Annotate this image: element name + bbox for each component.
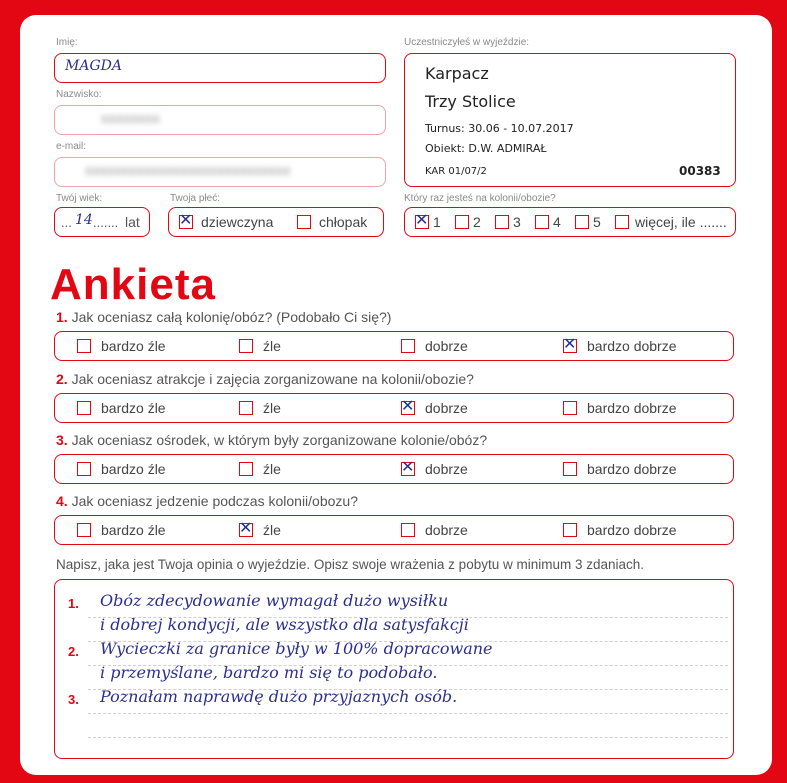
opinion-line-2: i dobrej kondycji, ale wszystko dla satysfakcji: [100, 615, 469, 634]
rating-checkbox[interactable]: [401, 523, 415, 537]
trip-code: KAR 01/07/2: [425, 166, 487, 177]
first-name-value: MAGDA: [65, 58, 122, 74]
survey-sheet: [20, 15, 772, 775]
rating-label: źle: [263, 400, 281, 416]
rating-checkbox[interactable]: [401, 401, 415, 415]
writing-line: [88, 737, 728, 738]
last-name-value: XXXXXXXX: [101, 114, 160, 126]
opinion-number-1: 1.: [68, 596, 79, 611]
opinion-number-2: 2.: [68, 644, 79, 659]
time-4-label: 4: [553, 214, 561, 230]
rating-label: bardzo źle: [101, 522, 166, 538]
rating-label: bardzo źle: [101, 461, 166, 477]
time-more-checkbox[interactable]: [615, 215, 629, 229]
rating-checkbox[interactable]: [239, 339, 253, 353]
gender-label: Twoja płeć:: [170, 193, 221, 204]
time-3-label: 3: [513, 214, 521, 230]
gender-boy-label: chłopak: [319, 214, 368, 230]
trip-label: Uczestniczyłeś w wyjeździe:: [404, 37, 530, 48]
rating-checkbox[interactable]: [239, 401, 253, 415]
rating-label: dobrze: [425, 338, 468, 354]
trip-turnus: Turnus: 30.06 - 10.07.2017: [425, 122, 574, 135]
trip-name: Trzy Stolice: [425, 92, 516, 111]
opinion-line-3: Wycieczki za granice były w 100% dopracowane: [100, 639, 493, 658]
rating-label: źle: [263, 338, 281, 354]
question-label: Jak oceniasz ośrodek, w którym były zorganizowane kolonie/obóz?: [71, 432, 488, 448]
trip-card: [404, 53, 736, 187]
rating-checkbox[interactable]: [401, 339, 415, 353]
which-time-label: Który raz jesteś na kolonii/obozie?: [404, 193, 556, 204]
time-3-checkbox[interactable]: [495, 215, 509, 229]
trip-city: Karpacz: [425, 64, 489, 83]
rating-label: bardzo źle: [101, 338, 166, 354]
age-field[interactable]: [54, 207, 150, 237]
opinion-prompt: Napisz, jaka jest Twoja opinia o wyjeździe. Opisz swoje wrażenia z pobytu w minimum 3 zdaniach.: [56, 557, 645, 572]
rating-checkbox[interactable]: [77, 401, 91, 415]
rating-checkbox[interactable]: [77, 339, 91, 353]
opinion-line-4: i przemyślane, bardzo mi się to podobało.: [100, 663, 438, 682]
opinion-line-5: Poznałam naprawdę dużo przyjaznych osób.: [100, 687, 458, 706]
last-name-label: Nazwisko:: [56, 89, 102, 100]
gender-girl-label: dziewczyna: [201, 214, 274, 230]
rating-label: źle: [263, 522, 281, 538]
rating-label: dobrze: [425, 522, 468, 538]
question-number: 4.: [56, 493, 68, 509]
rating-checkbox[interactable]: [563, 462, 577, 476]
question-1-options: [54, 331, 734, 361]
time-2-label: 2: [473, 214, 481, 230]
question-1-text: [56, 309, 391, 325]
time-more-label: więcej, ile .......: [635, 214, 727, 230]
question-label: Jak oceniasz jedzenie podczas kolonii/obozu?: [71, 493, 358, 509]
page-title: Ankieta: [50, 260, 216, 309]
age-suffix: lat: [125, 214, 140, 230]
gender-field: [168, 207, 384, 237]
rating-checkbox[interactable]: [239, 462, 253, 476]
rating-label: bardzo dobrze: [587, 522, 677, 538]
question-label: Jak oceniasz całą kolonię/obóz? (Podobało Ci się?): [71, 309, 392, 325]
opinion-number-3: 3.: [68, 692, 79, 707]
gender-boy-checkbox[interactable]: [297, 215, 311, 229]
rating-label: bardzo źle: [101, 400, 166, 416]
question-number: 2.: [56, 371, 68, 387]
opinion-line-1: Obóz zdecydowanie wymagał dużo wysiłku: [100, 591, 449, 610]
question-3-text: [56, 432, 487, 448]
rating-checkbox[interactable]: [563, 523, 577, 537]
rating-label: bardzo dobrze: [587, 338, 677, 354]
rating-label: bardzo dobrze: [587, 461, 677, 477]
email-field[interactable]: [54, 157, 386, 187]
writing-line: [88, 713, 728, 714]
email-label: e-mail:: [56, 141, 87, 152]
question-2-options: [54, 393, 734, 423]
trip-obiekt: Obiekt: D.W. ADMIRAŁ: [425, 142, 547, 155]
question-3-options: [54, 454, 734, 484]
question-number: 1.: [56, 309, 68, 325]
time-5-checkbox[interactable]: [575, 215, 589, 229]
rating-checkbox[interactable]: [563, 339, 577, 353]
rating-checkbox[interactable]: [77, 462, 91, 476]
rating-label: dobrze: [425, 461, 468, 477]
gender-girl-checkbox[interactable]: [179, 215, 193, 229]
rating-label: źle: [263, 461, 281, 477]
time-4-checkbox[interactable]: [535, 215, 549, 229]
time-5-label: 5: [593, 214, 601, 230]
question-4-options: [54, 515, 734, 545]
email-value: XXXXXXXXXXXXXXXXXXXXXXXXXXXX: [85, 166, 291, 178]
rating-label: bardzo dobrze: [587, 400, 677, 416]
time-2-checkbox[interactable]: [455, 215, 469, 229]
rating-label: dobrze: [425, 400, 468, 416]
age-label: Twój wiek:: [56, 193, 103, 204]
time-1-checkbox[interactable]: [415, 215, 429, 229]
question-number: 3.: [56, 432, 68, 448]
trip-number: 00383: [679, 164, 721, 178]
rating-checkbox[interactable]: [401, 462, 415, 476]
question-label: Jak oceniasz atrakcje i zajęcia zorganizowane na kolonii/obozie?: [71, 371, 474, 387]
age-dots-after: .......: [93, 215, 119, 230]
age-dots-before: ...: [61, 215, 72, 230]
first-name-label: Imię:: [56, 37, 78, 48]
question-4-text: [56, 493, 358, 509]
age-value: 14: [75, 212, 93, 228]
last-name-field[interactable]: [54, 105, 386, 135]
rating-checkbox[interactable]: [77, 523, 91, 537]
rating-checkbox[interactable]: [563, 401, 577, 415]
time-1-label: 1: [433, 214, 441, 230]
rating-checkbox[interactable]: [239, 523, 253, 537]
which-time-field: [404, 207, 736, 237]
question-2-text: [56, 371, 474, 387]
first-name-field[interactable]: [54, 53, 386, 83]
